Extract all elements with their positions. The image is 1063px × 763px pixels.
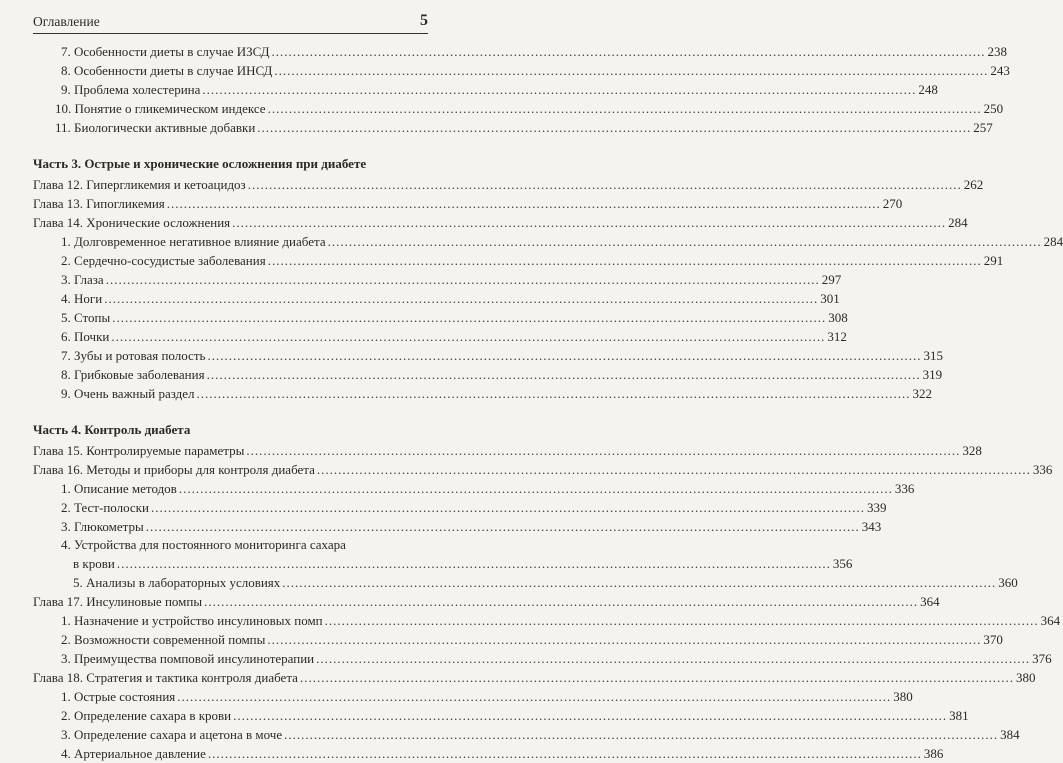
- toc-entry: 3. Глюкометры ..... 343: [33, 517, 428, 536]
- toc-entry: 7. Зубы и ротовая полость ..... 315: [33, 346, 428, 365]
- table-of-contents: [33, 42, 1063, 763]
- toc-entry: 1. Долговременное негативное влияние диабета ..... 284: [33, 232, 428, 251]
- toc-entry: 5. Анализы в лабораторных условиях ..... 360: [33, 573, 428, 592]
- toc-chapter: Глава 18. Стратегия и тактика контроля диабета ..... 380: [33, 668, 428, 687]
- toc-entry: 1. Острые состояния ..... 380: [33, 687, 428, 706]
- running-head-title: Оглавление: [33, 14, 100, 29]
- toc-entry: 11. Биологически активные добавки ..... 257: [33, 118, 428, 137]
- toc-entry: 8. Особенности диеты в случае ИНСД ..... 243: [33, 61, 428, 80]
- toc-entry: 2. Сердечно-сосудистые заболевания ..... 291: [33, 251, 428, 270]
- toc-entry: 3. Глаза ..... 297: [33, 270, 428, 289]
- toc-chapter: Глава 13. Гипогликемия ..... 270: [33, 194, 428, 213]
- toc-entry: 9. Проблема холестерина ..... 248: [33, 80, 428, 99]
- toc-chapter: Глава 16. Методы и приборы для контроля диабета ..... 336: [33, 460, 428, 479]
- toc-entry: 10. Понятие о гликемическом индексе ..... 250: [33, 99, 428, 118]
- toc-entry: 7. Особенности диеты в случае ИЗСД ..... 238: [33, 42, 428, 61]
- toc-entry: 8. Грибковые заболевания ..... 319: [33, 365, 428, 384]
- toc-entry: 4. Ноги ..... 301: [33, 289, 428, 308]
- toc-entry: 9. Очень важный раздел ..... 322: [33, 384, 428, 403]
- toc-entry: 2. Определение сахара в крови ..... 381: [33, 706, 428, 725]
- toc-chapter: Глава 15. Контролируемые параметры ..... 328: [33, 441, 428, 460]
- toc-entry: 1. Назначение и устройство инсулиновых помп ..... 364: [33, 611, 428, 630]
- toc-entry: 6. Почки ..... 312: [33, 327, 428, 346]
- toc-entry: 2. Возможности современной помпы ..... 370: [33, 630, 428, 649]
- toc-entry: 1. Описание методов ..... 336: [33, 479, 428, 498]
- toc-chapter: Глава 14. Хронические осложнения ..... 284: [33, 213, 428, 232]
- page-number: 5: [420, 12, 428, 29]
- running-head: [33, 14, 428, 32]
- part-heading: Часть 4. Контроль диабета: [33, 422, 191, 437]
- toc-entry: 3. Определение сахара и ацетона в моче ..... 384: [33, 725, 428, 744]
- toc-entry-line1: 4. Устройства для постоянного мониторинга сахара: [61, 537, 346, 552]
- toc-entry: 2. Тест-полоски ..... 339: [33, 498, 428, 517]
- toc-entry-line2: в крови ..... 356: [33, 554, 428, 573]
- toc-chapter: Глава 17. Инсулиновые помпы ..... 364: [33, 592, 428, 611]
- toc-chapter: Глава 12. Гипергликемия и кетоацидоз ..... 262: [33, 175, 428, 194]
- toc-entry: 5. Стопы ..... 308: [33, 308, 428, 327]
- part-heading: Часть 3. Острые и хронические осложнения при диабете: [33, 156, 367, 171]
- toc-entry: 3. Преимущества помповой инсулинотерапии ..... 376: [33, 649, 428, 668]
- toc-entry: 4. Артериальное давление ..... 386: [33, 744, 428, 763]
- header-rule: [33, 33, 428, 34]
